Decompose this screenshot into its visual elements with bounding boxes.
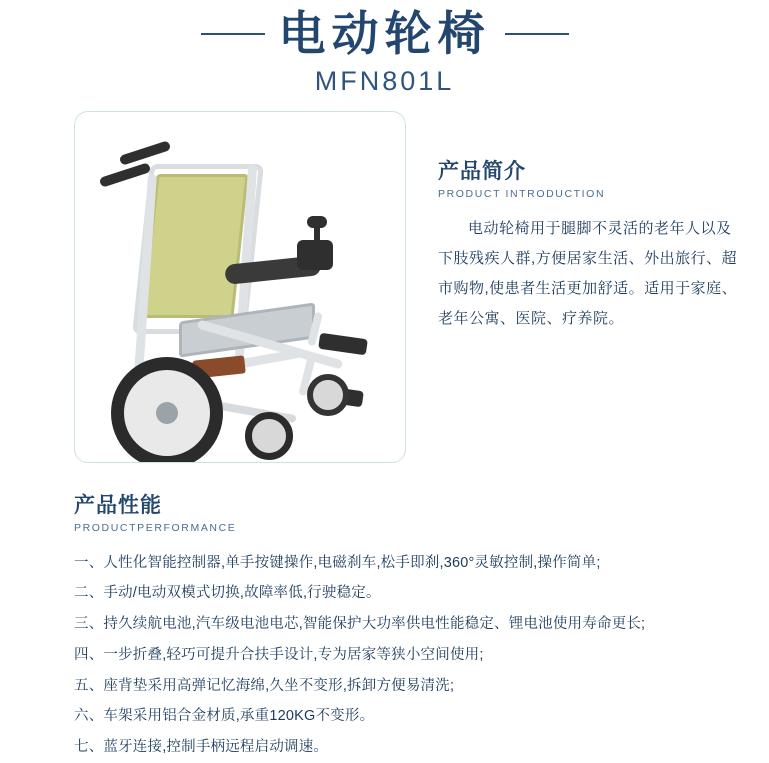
performance-list [74,548,745,763]
page-header [0,0,769,97]
list-item: 三、持久续航电池,汽车级电池电芯,智能保护大功率供电性能稳定、锂电池使用寿命更长; [74,616,646,633]
list-item: 七、蓝牙连接,控制手柄远程启动调速。 [74,739,329,756]
list-item: 四、一步折叠,轻巧可提升合扶手设计,专为居家等狭小空间使用; [74,646,484,663]
wheelchair-illustration [75,112,405,462]
product-image [74,111,406,463]
backrest-shape [141,174,248,318]
top-section [0,111,769,463]
front-caster-wheel [245,412,293,460]
introduction-title: 产品简介 [438,159,526,183]
model-number: MFN801L [314,65,455,96]
performance-block [0,463,769,763]
performance-title: 产品性能 [74,493,162,517]
page-title: 电动轮椅 [278,7,491,60]
joystick-controller [297,240,333,270]
push-handle-left [99,162,152,188]
introduction-block [406,111,743,463]
footplate-upper [318,332,368,355]
list-item: 二、手动/电动双模式切换,故障率低,行驶稳定。 [74,585,381,602]
list-item: 六、车架采用铝合金材质,承重120KG不变形。 [74,708,375,725]
introduction-paragraph: 电动轮椅用于腿脚不灵活的老年人以及下肢残疾人群,方便居家生活、外出旅行、超市购物,使患者生活更加舒适。适用于家庭、老年公寓、医院、疗养院。 [438,219,738,327]
introduction-subtitle: PRODUCT INTRODUCTION [438,187,606,200]
list-item: 一、人性化智能控制器,单手按键操作,电磁刹车,松手即刹,360°灵敏控制,操作简单; [74,554,601,571]
joystick-knob [307,216,327,228]
title-rule-right [505,33,569,35]
title-row [0,8,769,60]
list-item: 五、座背垫采用高弹记忆海绵,久坐不变形,拆卸方便易清洗; [74,677,455,694]
title-rule-left [201,33,265,35]
performance-subtitle: PRODUCTPERFORMANCE [74,521,237,534]
rear-wheel [111,357,223,463]
secondary-caster-wheel [307,374,349,416]
push-handle-right [119,140,172,166]
